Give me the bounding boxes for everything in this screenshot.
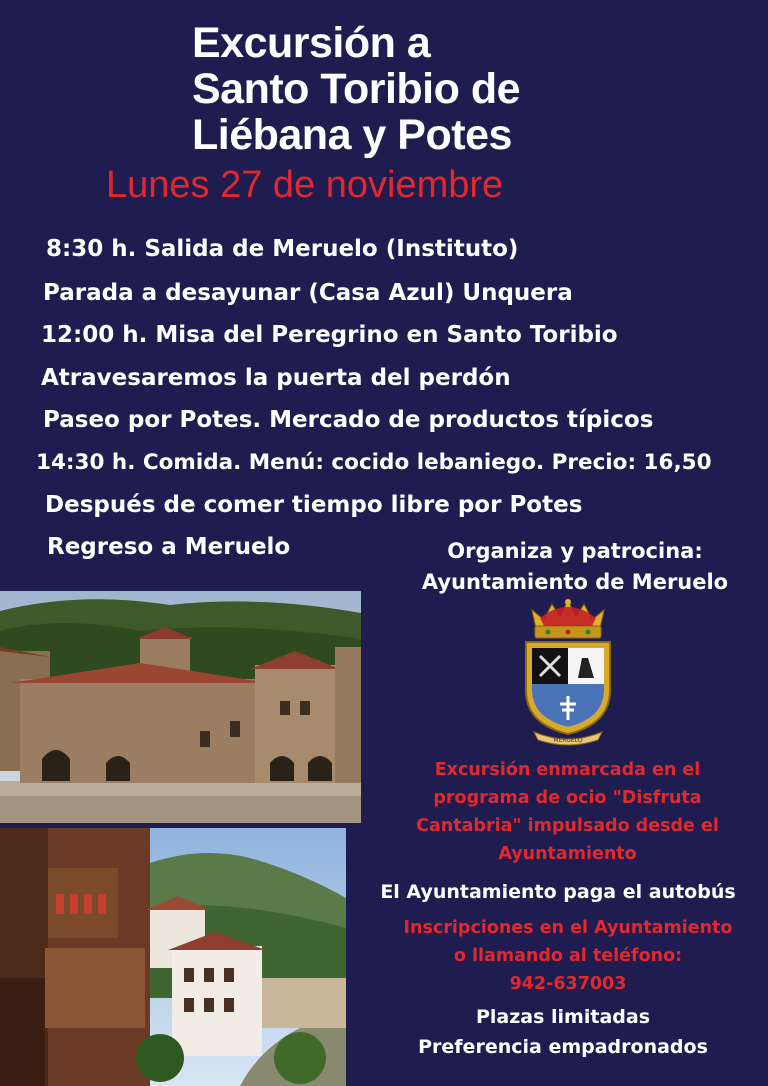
program-note-line: programa de ocio "Disfruta bbox=[433, 788, 702, 808]
monastery-photo bbox=[0, 591, 361, 823]
program-note-line: Ayuntamiento bbox=[498, 844, 637, 864]
crest-icon bbox=[518, 598, 618, 746]
schedule-item: 8:30 h. Salida de Meruelo (Instituto) bbox=[46, 236, 519, 262]
potes-photo bbox=[0, 828, 346, 1086]
organizer-label: Organiza y patrocina: bbox=[447, 539, 703, 563]
title-line: Santo Toribio de bbox=[192, 65, 521, 113]
registration-line: o llamando al teléfono: bbox=[453, 946, 683, 966]
schedule-item: 12:00 h. Misa del Peregrino en Santo Toribio bbox=[41, 322, 618, 348]
program-note-line: Cantabria" impulsado desde el bbox=[416, 816, 719, 836]
schedule-item: Parada a desayunar (Casa Azul) Unquera bbox=[43, 280, 573, 306]
bus-note: El Ayuntamiento paga el autobús bbox=[380, 881, 736, 903]
poster-title bbox=[192, 20, 692, 158]
registration-info bbox=[382, 914, 754, 998]
footer-notes bbox=[398, 1002, 728, 1062]
program-note bbox=[395, 756, 740, 868]
registration-line: Inscripciones en el Ayuntamiento bbox=[403, 918, 733, 938]
schedule-item: Atravesaremos la puerta del perdón bbox=[41, 365, 511, 391]
title-line: Excursión a bbox=[192, 19, 431, 67]
organizer-block bbox=[395, 536, 755, 598]
phone-number: 942-637003 bbox=[509, 974, 627, 994]
schedule-item: 14:30 h. Comida. Menú: cocido lebaniego. Precio: 16,50 bbox=[36, 450, 712, 475]
schedule-item: Paseo por Potes. Mercado de productos típicos bbox=[43, 407, 654, 433]
schedule-item: Regreso a Meruelo bbox=[47, 534, 291, 560]
title-line: Liébana y Potes bbox=[192, 111, 512, 159]
footer-line: Preferencia empadronados bbox=[418, 1036, 708, 1058]
footer-line: Plazas limitadas bbox=[475, 1006, 651, 1028]
program-note-line: Excursión enmarcada en el bbox=[434, 760, 701, 780]
crest-ribbon-text: MERUELO bbox=[553, 737, 583, 744]
schedule-item: Después de comer tiempo libre por Potes bbox=[45, 492, 583, 518]
event-date: Lunes 27 de noviembre bbox=[106, 164, 504, 206]
organizer-name: Ayuntamiento de Meruelo bbox=[421, 570, 729, 594]
